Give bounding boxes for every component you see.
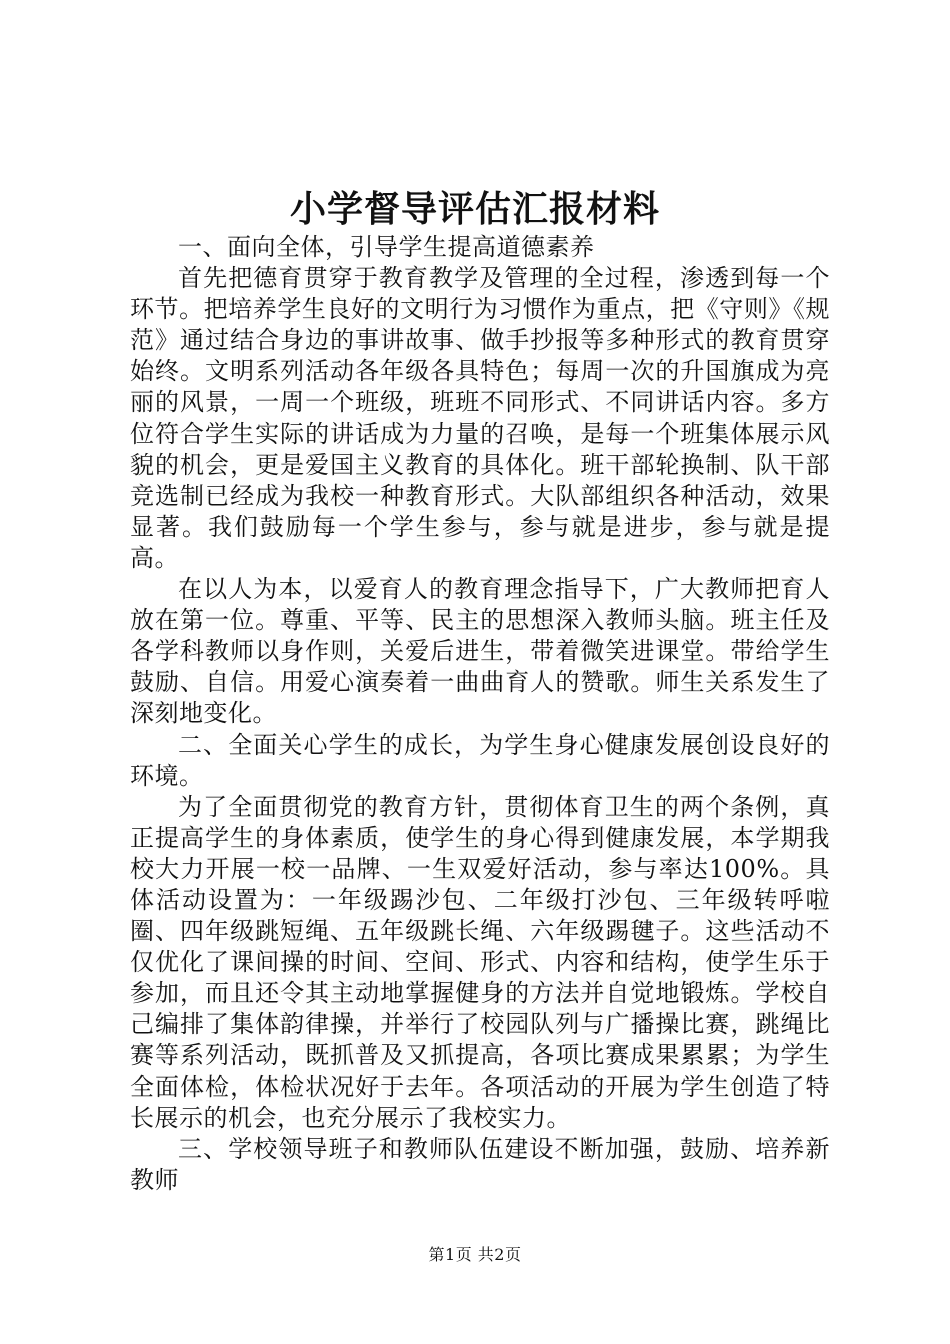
- section-heading-2: 二、全面关心学生的成长，为学生身心健康发展创设良好的环境。: [130, 730, 830, 790]
- section-heading-1: 一、面向全体，引导学生提高道德素养: [178, 233, 595, 261]
- section-heading-3: 三、学校领导班子和教师队伍建设不断加强，鼓励、培养新教师: [130, 1134, 830, 1194]
- body-paragraph: 在以人为本，以爱育人的教育理念指导下，广大教师把育人放在第一位。尊重、平等、民主的思想深入教师头脑。班主任及各学科教师以身作则，关爱后进生，带着微笑进课堂。带给学生鼓励、自信。用爱心演奏着一曲曲育人的赞歌。师生关系发生了深刻地变化。: [130, 575, 830, 728]
- document-body: [130, 232, 830, 1196]
- page-footer: 第1页 共2页: [428, 1245, 522, 1264]
- body-paragraph: 为了全面贯彻党的教育方针，贯彻体育卫生的两个条例，真正提高学生的身体素质，使学生的身心得到健康发展，本学期我校大力开展一校一品牌、一生双爱好活动，参与率达100%。具体活动设置为：一年级踢沙包、二年级打沙包、三年级转呼啦圈、四年级跳短绳、五年级跳长绳、六年级踢毽子。这些活动不仅优化了课间操的时间、空间、形式、内容和结构，使学生乐于参加，而且还令其主动地掌握健身的方法并自觉地锻炼。学校自己编排了集体韵律操，并举行了校园队列与广播操比赛，跳绳比赛等系列活动，既抓普及又抓提高，各项比赛成果累累；为学生全面体检，体检状况好于去年。各项活动的开展为学生创造了特长展示的机会，也充分展示了我校实力。: [130, 792, 830, 1132]
- body-paragraph: 首先把德育贯穿于教育教学及管理的全过程，渗透到每一个环节。把培养学生良好的文明行为习惯作为重点，把《守则》《规范》通过结合身边的事讲故事、做手抄报等多种形式的教育贯穿始终。文明系列活动各年级各具特色；每周一次的升国旗成为亮丽的风景，一周一个班级，班班不同形式、不同讲话内容。多方位符合学生实际的讲话成为力量的召唤，是每一个班集体展示风貌的机会，更是爱国主义教育的具体化。班干部轮换制、队干部竞选制已经成为我校一种教育形式。大队部组织各种活动，效果显著。我们鼓励每一个学生参与，参与就是进步，参与就是提高。: [130, 264, 830, 572]
- page-title: 小学督导评估汇报材料: [289, 188, 660, 230]
